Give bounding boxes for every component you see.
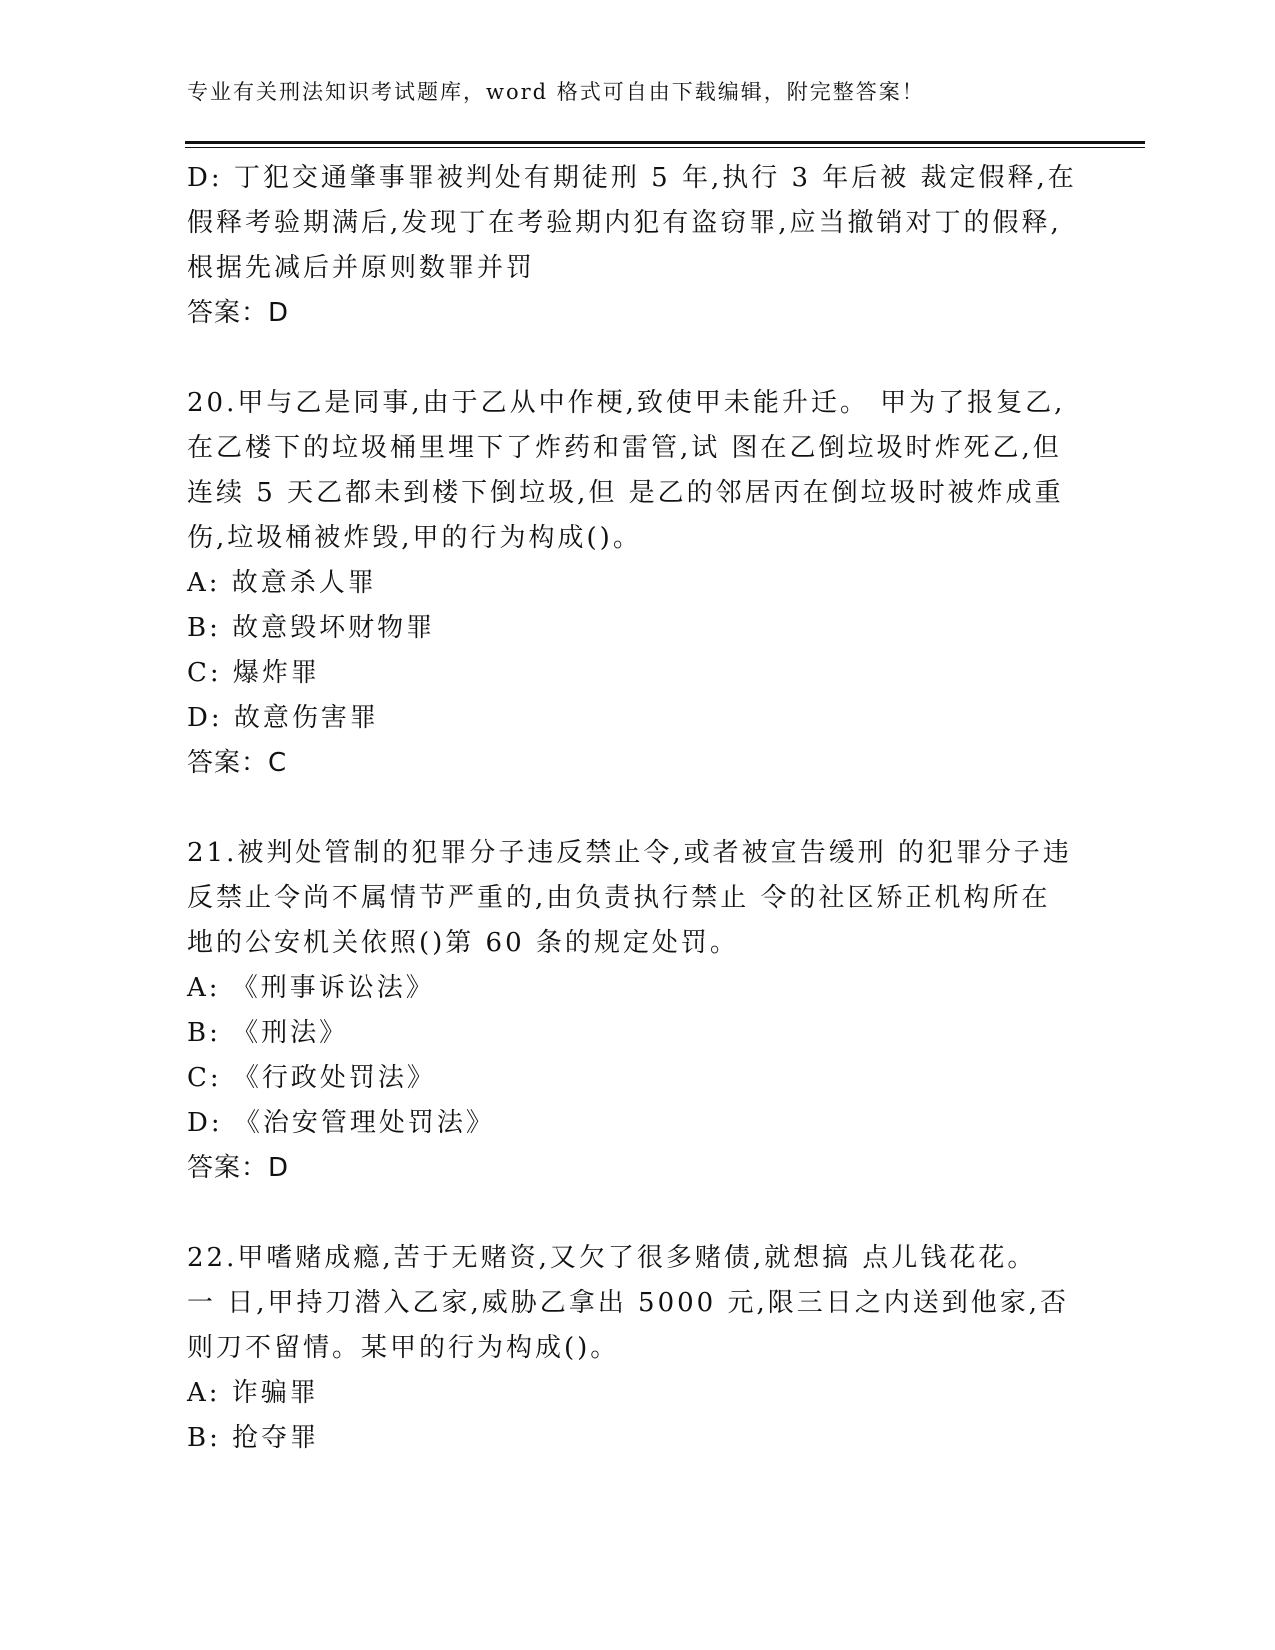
question-stem-line: 22.甲嗜赌成瘾,苦于无赌资,又欠了很多赌债,就想搞 点儿钱花花。 <box>187 1243 1037 1273</box>
option-d: D: 故意伤害罪 <box>187 703 379 733</box>
document-body <box>187 156 1087 1461</box>
question-stem-line: 在乙楼下的垃圾桶里埋下了炸药和雷管,试 图在乙倒垃圾时炸死乙,但 <box>187 433 1062 463</box>
option-d-line: 假释考验期满后,发现丁在考验期内犯有盗窃罪,应当撤销对丁的假释, <box>187 208 1062 238</box>
option-d-line: 根据先减后并原则数罪并罚 <box>187 253 536 283</box>
question-stem-line: 20.甲与乙是同事,由于乙从中作梗,致使甲未能升迁。 甲为了报复乙, <box>187 388 1066 418</box>
answer-label: 答案：D <box>187 298 290 328</box>
option-a: A: 诈骗罪 <box>187 1378 319 1408</box>
option-b: B: 抢夺罪 <box>187 1423 320 1453</box>
option-b: B: 故意毁坏财物罪 <box>187 613 436 643</box>
question-20 <box>187 381 1087 786</box>
answer-label: 答案：C <box>187 748 288 778</box>
answer-label: 答案：D <box>187 1153 290 1183</box>
option-d-line: D: 丁犯交通肇事罪被判处有期徒刑 5 年,执行 3 年后被 裁定假释,在 <box>187 163 1077 193</box>
spacer <box>187 786 1087 831</box>
question-stem-line: 伤,垃圾桶被炸毁,甲的行为构成()。 <box>187 523 642 553</box>
question-stem-line: 地的公安机关依照()第 60 条的规定处罚。 <box>187 928 739 958</box>
spacer <box>187 336 1087 381</box>
option-c: C: 《行政处罚法》 <box>187 1063 436 1093</box>
option-d: D: 《治安管理处罚法》 <box>187 1108 495 1138</box>
question-22 <box>187 1236 1087 1461</box>
question-21 <box>187 831 1087 1191</box>
header-divider <box>185 141 1145 148</box>
question-stem-line: 21.被判处管制的犯罪分子违反禁止令,或者被宣告缓刑 的犯罪分子违 <box>187 838 1072 868</box>
page-header: 专业有关刑法知识考试题库，word 格式可自由下载编辑，附完整答案！ <box>187 80 925 104</box>
option-b: B: 《刑法》 <box>187 1018 349 1048</box>
question-19-continuation <box>187 156 1087 336</box>
question-stem-line: 连续 5 天乙都未到楼下倒垃圾,但 是乙的邻居丙在倒垃圾时被炸成重 <box>187 478 1064 508</box>
question-stem-line: 反禁止令尚不属情节严重的,由负责执行禁止 令的社区矫正机构所在 <box>187 883 1051 913</box>
question-stem-line: 一 日,甲持刀潜入乙家,威胁乙拿出 5000 元,限三日之内送到他家,否 <box>187 1288 1070 1318</box>
spacer <box>187 1191 1087 1236</box>
option-a: A: 《刑事诉讼法》 <box>187 973 435 1003</box>
option-a: A: 故意杀人罪 <box>187 568 377 598</box>
option-c: C: 爆炸罪 <box>187 658 320 688</box>
question-stem-line: 则刀不留情。某甲的行为构成()。 <box>187 1333 620 1363</box>
